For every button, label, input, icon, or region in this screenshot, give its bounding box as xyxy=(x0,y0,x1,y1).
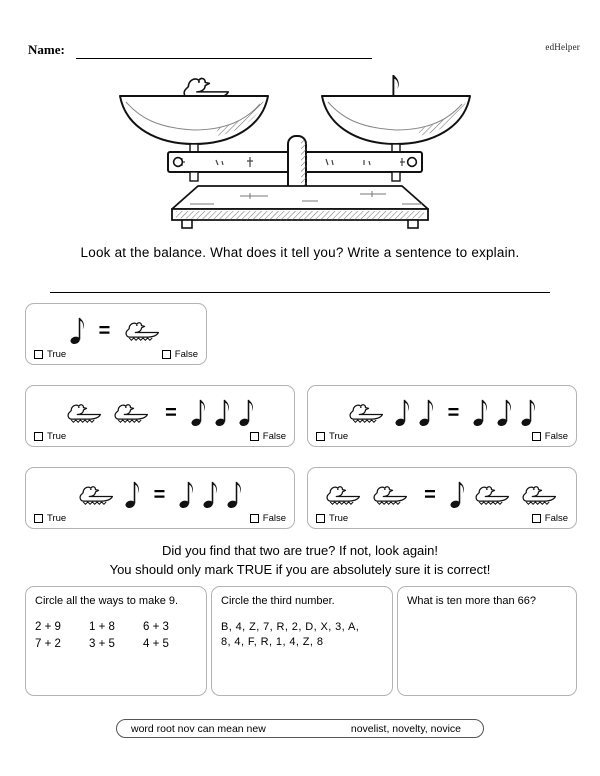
equation-box-5[interactable] xyxy=(307,467,577,529)
activity-box-circle-ways[interactable] xyxy=(25,586,207,696)
left-beam-post xyxy=(190,172,198,181)
duck-icon xyxy=(65,401,105,425)
equation-box-1[interactable] xyxy=(25,303,207,365)
false-option-3[interactable] xyxy=(532,431,568,442)
sum-option[interactable]: 7 + 2 xyxy=(35,638,61,650)
false-option-2[interactable] xyxy=(250,431,286,442)
activity-title-circle-ways: Circle all the ways to make 9. xyxy=(35,595,179,607)
duck-icon xyxy=(77,483,117,507)
right-balance-pan xyxy=(322,96,470,144)
duck-icon xyxy=(473,483,513,507)
true-label-4: True xyxy=(47,513,67,524)
true-option-5[interactable] xyxy=(316,513,348,524)
equals-sign: = xyxy=(153,484,166,506)
equation-4-expression xyxy=(26,474,294,516)
balance-scale-svg xyxy=(110,68,490,233)
duck-icon xyxy=(123,319,163,343)
equation-box-2[interactable] xyxy=(25,385,295,447)
equation-box-3[interactable] xyxy=(307,385,577,447)
balance-scale-illustration xyxy=(110,68,490,233)
name-label: Name: xyxy=(28,42,65,57)
activity-title-ten-more: What is ten more than 66? xyxy=(407,595,537,607)
word-root-banner xyxy=(116,719,484,738)
feedback-note xyxy=(0,541,600,579)
equals-sign: = xyxy=(165,402,177,424)
activity-box-ten-more[interactable] xyxy=(397,586,577,696)
equals-sign: = xyxy=(447,402,460,424)
duck-icon xyxy=(324,483,364,507)
eighth-note-icon xyxy=(178,478,195,512)
true-option-4[interactable] xyxy=(34,513,66,524)
equals-sign: = xyxy=(98,320,111,342)
false-option-4[interactable] xyxy=(250,513,286,524)
checkbox-true-5[interactable] xyxy=(316,514,325,523)
page-header xyxy=(0,42,600,68)
equation-box-4[interactable] xyxy=(25,467,295,529)
false-label-1: False xyxy=(174,349,198,360)
eighth-note-icon xyxy=(226,478,243,512)
eighth-note-icon xyxy=(238,396,255,430)
activity-box-third-number[interactable] xyxy=(211,586,393,696)
name-input-line[interactable] xyxy=(76,58,372,59)
word-root-definition: word root nov can mean new xyxy=(131,722,266,735)
eighth-note-icon xyxy=(190,396,207,430)
checkbox-false-2[interactable] xyxy=(250,432,259,441)
equation-1-truefalse xyxy=(34,349,198,360)
activity-title-third-number: Circle the third number. xyxy=(221,595,335,607)
true-label-5: True xyxy=(329,513,349,524)
eighth-note-icon xyxy=(449,478,466,512)
checkbox-false-3[interactable] xyxy=(532,432,541,441)
eighth-note-icon xyxy=(214,396,231,430)
checkbox-true-4[interactable] xyxy=(34,514,43,523)
equation-3-truefalse xyxy=(316,431,568,442)
true-option-1[interactable] xyxy=(34,349,66,360)
checkbox-false-4[interactable] xyxy=(250,514,259,523)
eighth-note-icon xyxy=(202,478,219,512)
instruction-prompt: Look at the balance. What does it tell you? Write a sentence to explain. xyxy=(80,245,520,260)
false-label-2: False xyxy=(262,431,286,442)
equation-2-expression xyxy=(26,392,294,434)
true-label-1: True xyxy=(47,349,67,360)
equation-4-truefalse xyxy=(34,513,286,524)
equals-sign: = xyxy=(424,484,436,506)
left-pan-hanger xyxy=(190,144,198,152)
feedback-note-line1: Did you find that two are true? If not, look again! xyxy=(161,543,439,558)
eighth-note-icon xyxy=(472,396,489,430)
answer-write-line[interactable] xyxy=(50,292,550,293)
checkbox-false-5[interactable] xyxy=(532,514,541,523)
sum-options-grid xyxy=(35,620,197,652)
right-pan-hanger xyxy=(392,144,400,152)
duck-icon xyxy=(371,483,411,507)
true-option-3[interactable] xyxy=(316,431,348,442)
true-option-2[interactable] xyxy=(34,431,66,442)
sum-option[interactable]: 4 + 5 xyxy=(143,638,169,650)
left-balance-pan xyxy=(120,96,268,144)
false-label-3: False xyxy=(544,431,568,442)
feedback-note-line2: You should only mark TRUE if you are absolutely sure it is correct! xyxy=(109,562,491,577)
false-label-4: False xyxy=(262,513,286,524)
equation-5-expression xyxy=(308,474,576,516)
balance-base xyxy=(172,186,428,228)
equation-1-expression xyxy=(26,310,206,352)
checkbox-false-1[interactable] xyxy=(162,350,171,359)
duck-icon xyxy=(520,483,560,507)
eighth-note-icon xyxy=(69,314,86,348)
checkbox-true-3[interactable] xyxy=(316,432,325,441)
sum-option[interactable]: 2 + 9 xyxy=(35,621,61,633)
duck-icon xyxy=(347,401,387,425)
equation-2-truefalse xyxy=(34,431,286,442)
equation-5-truefalse xyxy=(316,513,568,524)
eighth-note-icon xyxy=(496,396,513,430)
true-label-3: True xyxy=(329,431,349,442)
true-label-2: True xyxy=(47,431,67,442)
sequence-line-2[interactable]: 8, 4, F, R, 1, 4, Z, 8 xyxy=(221,636,324,648)
duck-icon xyxy=(112,401,152,425)
word-root-examples: novelist, novelty, novice xyxy=(350,722,461,735)
eighth-note-icon xyxy=(520,396,537,430)
checkbox-true-1[interactable] xyxy=(34,350,43,359)
sum-option[interactable]: 6 + 3 xyxy=(143,621,169,633)
false-label-5: False xyxy=(544,513,568,524)
eighth-note-icon xyxy=(124,478,141,512)
sum-option[interactable]: 3 + 5 xyxy=(89,638,115,650)
sum-option[interactable]: 1 + 8 xyxy=(89,621,115,633)
edhelper-logo: edHelper xyxy=(545,42,580,52)
eighth-note-icon xyxy=(394,396,411,430)
eighth-note-icon xyxy=(418,396,435,430)
false-option-1[interactable] xyxy=(162,349,198,360)
equation-3-expression xyxy=(308,392,576,434)
checkbox-true-2[interactable] xyxy=(34,432,43,441)
sequence-line-1[interactable]: B, 4, Z, 7, R, 2, D, X, 3, A, xyxy=(221,621,360,633)
right-beam-post xyxy=(392,172,400,181)
false-option-5[interactable] xyxy=(532,513,568,524)
